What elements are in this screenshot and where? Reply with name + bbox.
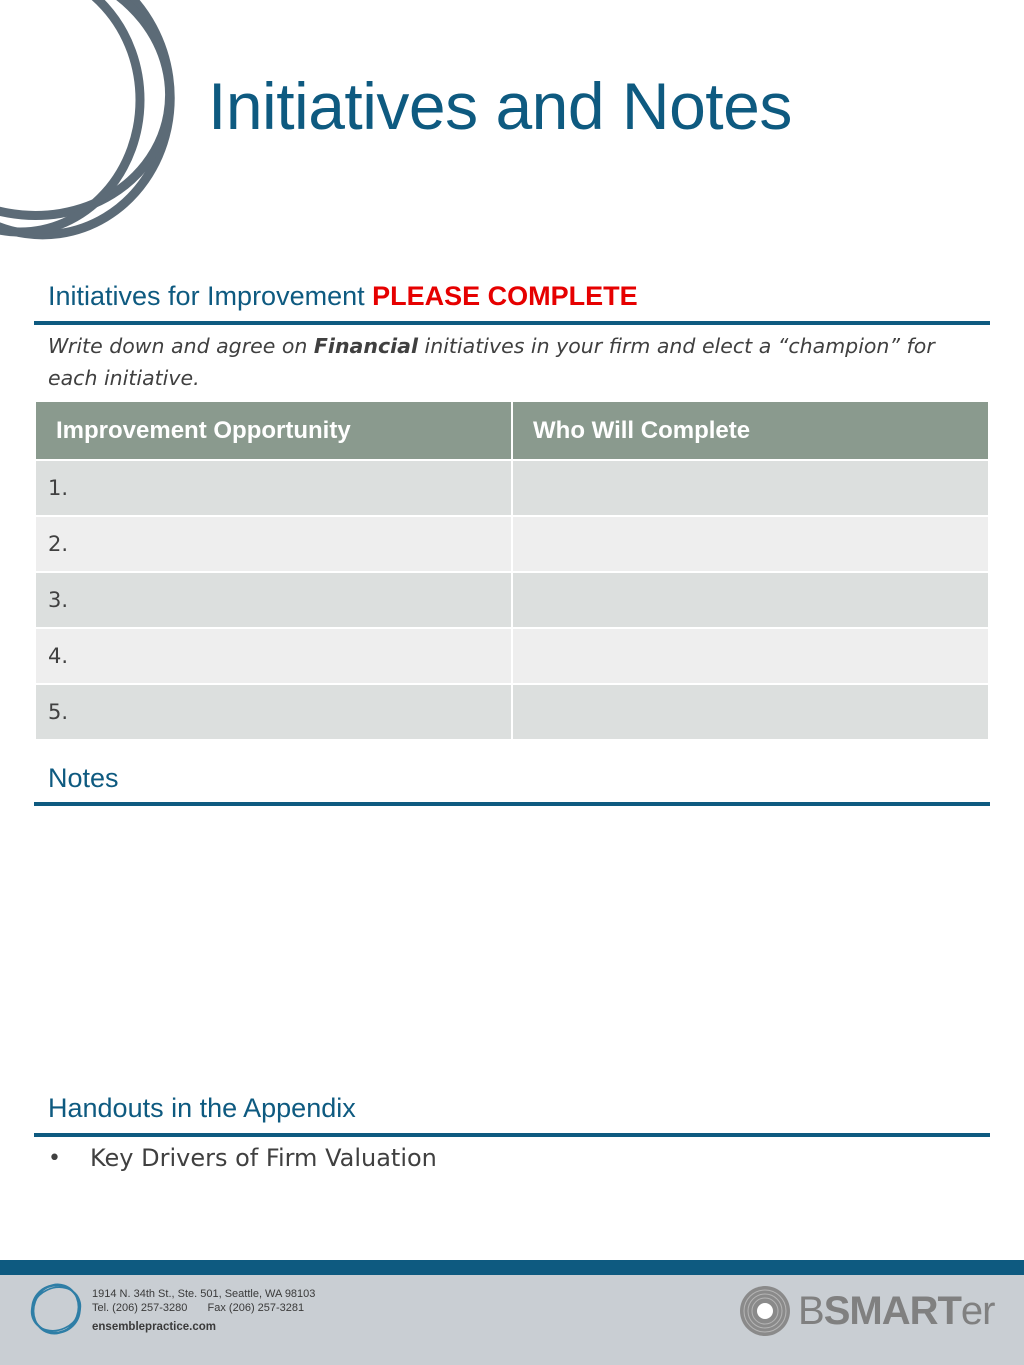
page-title: Initiatives and Notes <box>208 69 792 143</box>
bsmarter-swirl-icon <box>738 1284 792 1338</box>
opportunity-cell-1[interactable]: 1. <box>35 460 512 516</box>
initiatives-heading <box>48 279 638 313</box>
notes-heading: Notes <box>48 763 119 793</box>
bsmarter-wordmark <box>798 1289 994 1334</box>
handouts-heading: Handouts in the Appendix <box>48 1093 356 1123</box>
owner-cell-1[interactable] <box>512 460 989 516</box>
table-row <box>35 628 989 684</box>
column-header-opportunity: Improvement Opportunity <box>35 401 512 460</box>
initiatives-heading-text: Initiatives for Improvement <box>48 281 365 311</box>
decorative-rings-graphic <box>0 0 200 260</box>
brand-smart: SMART <box>823 1288 961 1333</box>
brand-er: er <box>960 1288 995 1333</box>
opportunity-cell-3[interactable]: 3. <box>35 572 512 628</box>
initiatives-divider <box>34 321 990 325</box>
owner-cell-3[interactable] <box>512 572 989 628</box>
footer-address: 1914 N. 34th St., Ste. 501, Seattle, WA 98103 <box>92 1288 316 1300</box>
bsmarter-logo <box>738 1281 1008 1341</box>
footer-address-block <box>92 1287 315 1315</box>
handouts-divider <box>34 1133 990 1137</box>
footer-website-link[interactable]: ensemblepractice.com <box>92 1321 217 1333</box>
table-header-row <box>35 401 989 460</box>
bullet-icon: • <box>48 1145 61 1171</box>
owner-cell-4[interactable] <box>512 628 989 684</box>
instruction-text <box>48 330 978 394</box>
table-row <box>35 684 989 740</box>
opportunity-cell-4[interactable]: 4. <box>35 628 512 684</box>
notes-divider <box>34 802 990 806</box>
list-item <box>48 1140 437 1176</box>
footer-fax: Fax (206) 257-3281 <box>207 1302 305 1314</box>
improvement-table <box>34 400 990 741</box>
column-header-owner: Who Will Complete <box>512 401 989 460</box>
footer-phone: Tel. (206) 257-3280 <box>92 1302 188 1314</box>
please-complete-alert: PLEASE COMPLETE <box>372 281 638 311</box>
footer-accent-band <box>0 1260 1024 1275</box>
footer-contact <box>92 1301 315 1315</box>
opportunity-cell-5[interactable]: 5. <box>35 684 512 740</box>
handout-item-label: Key Drivers of Firm Valuation <box>90 1144 437 1172</box>
ensemble-logo-icon <box>28 1281 84 1337</box>
owner-cell-5[interactable] <box>512 684 989 740</box>
footer <box>0 1275 1024 1365</box>
instruction-part-2: initiatives in your firm and elect a “champion” for each initiative. <box>48 334 935 390</box>
brand-b: B <box>798 1288 824 1333</box>
table-row <box>35 516 989 572</box>
owner-cell-2[interactable] <box>512 516 989 572</box>
opportunity-cell-2[interactable]: 2. <box>35 516 512 572</box>
instruction-part-1: Write down and agree on <box>48 334 314 358</box>
table-row <box>35 460 989 516</box>
handouts-list <box>48 1140 437 1176</box>
instruction-bold-word: Financial <box>313 334 419 358</box>
table-row <box>35 572 989 628</box>
notes-area[interactable] <box>34 812 990 1082</box>
